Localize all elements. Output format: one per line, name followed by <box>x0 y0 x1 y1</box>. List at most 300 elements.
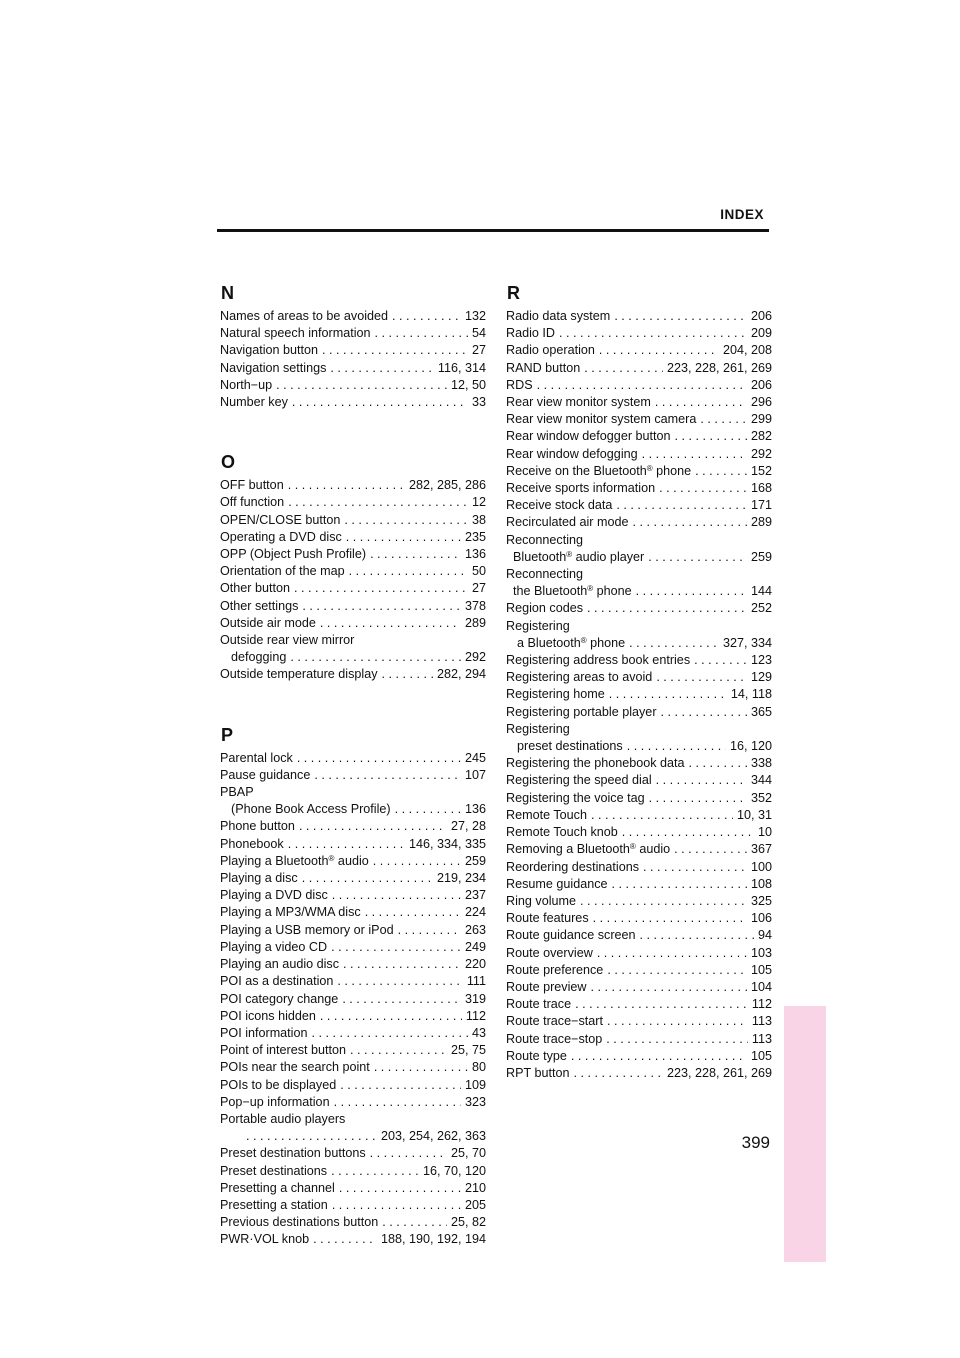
entry-pages: 10, 31 <box>736 807 772 822</box>
index-entry <box>220 615 486 632</box>
entry-term-text: the Bluetooth <box>513 584 588 599</box>
index-line <box>506 686 772 703</box>
index-entry <box>220 1145 486 1162</box>
entry-term <box>517 738 627 755</box>
index-line <box>506 859 772 876</box>
leader-dots <box>398 922 461 939</box>
leader-dots <box>606 1031 748 1048</box>
entry-pages: 54 <box>471 326 486 341</box>
entry-pages: 249 <box>464 939 486 954</box>
entry-term <box>220 1214 382 1231</box>
entry-term <box>506 721 574 738</box>
index-entry <box>220 394 486 411</box>
section-letter: R <box>507 283 520 303</box>
entry-term-text: Playing a Bluetooth <box>220 853 329 868</box>
index-line <box>506 480 772 497</box>
entry-pages: 108 <box>750 876 772 891</box>
index-entry <box>506 721 772 755</box>
entry-term <box>506 600 587 617</box>
entry-term-text: Route guidance screen <box>506 928 636 943</box>
index-entry <box>220 1077 486 1094</box>
entry-term <box>506 463 695 480</box>
entry-term <box>220 360 330 377</box>
entry-term <box>220 1145 370 1162</box>
entry-term <box>220 615 320 632</box>
entry-term <box>220 666 382 683</box>
entry-term <box>506 876 612 893</box>
entry-pages: 205 <box>464 1197 486 1212</box>
entry-term-text: POI category change <box>220 991 339 1006</box>
leader-dots <box>331 1163 419 1180</box>
index-line <box>506 790 772 807</box>
page-header-title: INDEX <box>720 207 764 222</box>
index-entry <box>220 818 486 835</box>
leader-dots <box>640 927 754 944</box>
index-entry <box>220 666 486 683</box>
index-entry <box>220 477 486 494</box>
page-number: 399 <box>741 1133 770 1152</box>
entry-term-text: Portable audio players <box>220 1111 346 1126</box>
entry-term-text: Outside air mode <box>220 615 316 630</box>
entry-pages: 12 <box>471 495 486 510</box>
index-line <box>220 1214 486 1231</box>
entry-pages: 136 <box>464 547 486 562</box>
index-line <box>506 824 772 841</box>
entry-term <box>220 784 258 801</box>
entry-term <box>506 360 584 377</box>
index-line <box>506 876 772 893</box>
entry-term-text: Playing a video CD <box>220 939 328 954</box>
entry-term <box>506 772 656 789</box>
index-entry <box>220 836 486 853</box>
leader-dots <box>288 477 405 494</box>
leader-dots <box>349 563 468 580</box>
entry-term <box>220 887 332 904</box>
index-entry <box>506 790 772 807</box>
leader-dots <box>373 853 461 870</box>
entry-term <box>506 377 537 394</box>
index-entry <box>220 973 486 990</box>
entry-term-text: Reconnecting <box>506 567 584 582</box>
leader-dots <box>633 514 747 531</box>
index-line <box>220 394 486 411</box>
entry-term-text: Other settings <box>220 598 299 613</box>
index-entry <box>506 325 772 342</box>
entry-term-text: Region codes <box>506 601 584 616</box>
entry-term <box>220 494 288 511</box>
index-line <box>506 360 772 377</box>
entry-term-text: Other button <box>220 581 291 596</box>
entry-pages: 144 <box>750 584 772 599</box>
entry-term <box>220 1094 334 1111</box>
leader-dots <box>375 325 468 342</box>
leader-dots <box>344 512 468 529</box>
entry-term <box>220 512 344 529</box>
entry-pages: 103 <box>750 945 772 960</box>
entry-pages: 80 <box>471 1060 486 1075</box>
entry-term-text: POI icons hidden <box>220 1008 316 1023</box>
entry-term-text: Playing an audio disc <box>220 957 340 972</box>
registered-mark: ® <box>629 842 636 852</box>
index-entry <box>506 704 772 721</box>
entry-term <box>506 652 694 669</box>
leader-dots <box>656 772 747 789</box>
index-line <box>220 1163 486 1180</box>
index-entry <box>220 1111 486 1145</box>
entry-pages: 259 <box>750 549 772 564</box>
entry-term-text: Registering the speed dial <box>506 773 652 788</box>
entry-term <box>506 566 587 583</box>
entry-pages: 105 <box>750 1048 772 1063</box>
entry-pages: 206 <box>750 377 772 392</box>
leader-dots <box>299 818 447 835</box>
entry-pages: 252 <box>750 601 772 616</box>
entry-term <box>220 477 288 494</box>
index-entry <box>506 807 772 824</box>
index-line <box>220 750 486 767</box>
index-entry <box>220 1008 486 1025</box>
leader-dots <box>332 887 461 904</box>
leader-dots <box>246 1128 377 1145</box>
entry-term <box>506 446 642 463</box>
entry-term-text: Reordering destinations <box>506 859 640 874</box>
entry-term-text: Registering the phonebook data <box>506 756 685 771</box>
index-line <box>506 463 772 480</box>
entry-term <box>231 801 395 818</box>
entry-term-text: Presetting a channel <box>220 1180 335 1195</box>
leader-dots <box>340 1077 461 1094</box>
leader-dots <box>616 497 747 514</box>
entry-term-text: Parental lock <box>220 750 293 765</box>
index-line <box>220 546 486 563</box>
entry-term-text: OFF button <box>220 478 284 493</box>
entry-term-text: Rear window defogger button <box>506 429 671 444</box>
entry-pages: 116, 314 <box>437 360 486 375</box>
leader-dots <box>695 463 747 480</box>
index-line <box>506 377 772 394</box>
entry-term <box>220 325 375 342</box>
entry-term <box>220 870 302 887</box>
entry-term <box>506 1048 571 1065</box>
entry-term-text: Receive on the Bluetooth <box>506 463 647 478</box>
entry-term <box>220 529 346 546</box>
index-section <box>220 282 486 411</box>
entry-term <box>220 904 365 921</box>
entry-term-text: Registering portable player <box>506 704 657 719</box>
entry-pages: 132 <box>464 309 486 323</box>
leader-dots <box>700 411 747 428</box>
entry-term-text: audio player <box>572 549 645 564</box>
leader-dots <box>537 377 747 394</box>
index-entry <box>220 904 486 921</box>
entry-term <box>506 824 622 841</box>
index-entry <box>506 532 772 566</box>
index-line <box>220 512 486 529</box>
index-line <box>220 529 486 546</box>
entry-pages: 237 <box>464 888 486 903</box>
index-entry <box>506 979 772 996</box>
entry-pages: 378 <box>464 598 486 613</box>
entry-term-text: Playing a USB memory or iPod <box>220 922 394 937</box>
registered-mark: ® <box>587 584 594 594</box>
index-entry <box>220 1094 486 1111</box>
entry-term-text: RDS <box>506 377 533 392</box>
index-entry <box>506 377 772 394</box>
registered-mark: ® <box>646 463 653 473</box>
leader-dots <box>320 615 461 632</box>
index-entry <box>506 342 772 359</box>
index-line <box>506 342 772 359</box>
index-line <box>220 784 486 801</box>
leader-dots <box>689 755 747 772</box>
index-line <box>220 973 486 990</box>
entry-term <box>220 1197 332 1214</box>
index-entry <box>506 566 772 600</box>
entry-pages: 136 <box>464 802 486 817</box>
entry-term <box>220 308 392 325</box>
leader-dots <box>276 377 447 394</box>
entry-term-text: audio <box>334 853 369 868</box>
entry-pages: 25, 70 <box>450 1146 486 1161</box>
index-line <box>506 652 772 669</box>
leader-dots <box>392 308 461 325</box>
entry-pages: 327, 334 <box>722 635 772 650</box>
leader-dots <box>597 945 747 962</box>
entry-term <box>506 790 649 807</box>
entry-term-text: (Phone Book Access Profile) <box>231 802 391 817</box>
entry-pages: 296 <box>750 395 772 410</box>
entry-pages: 282, 294 <box>436 667 486 682</box>
index-entry <box>220 991 486 1008</box>
entry-term-text: Radio operation <box>506 343 595 358</box>
entry-term <box>220 580 294 597</box>
entry-term-text: PBAP <box>220 785 254 800</box>
entry-term <box>220 377 276 394</box>
entry-term-text: Registering the voice tag <box>506 790 645 805</box>
index-entry <box>506 497 772 514</box>
index-entry <box>220 1197 486 1214</box>
leader-dots <box>294 580 468 597</box>
entry-pages: 113 <box>751 1014 772 1029</box>
index-entry <box>220 1059 486 1076</box>
entry-pages: 209 <box>750 326 772 341</box>
entry-term-text: Off function <box>220 495 285 510</box>
entry-term-text: Route features <box>506 911 589 926</box>
entry-term <box>506 996 575 1013</box>
entry-term <box>506 325 559 342</box>
entry-pages: 282 <box>750 429 772 444</box>
entry-term-text: Pop−up information <box>220 1094 330 1109</box>
entry-pages: 289 <box>750 515 772 530</box>
entry-term <box>220 1163 331 1180</box>
entry-pages: 188, 190, 192, 194 <box>380 1232 486 1247</box>
leader-dots <box>674 841 747 858</box>
entry-term-text: Playing a DVD disc <box>220 888 328 903</box>
entry-term <box>506 1013 607 1030</box>
leader-dots <box>292 394 468 411</box>
leader-dots <box>382 1214 447 1231</box>
entry-term-text: phone <box>652 463 692 478</box>
entry-pages: 106 <box>750 911 772 926</box>
entry-term <box>220 1059 374 1076</box>
entry-pages: 25, 75 <box>450 1043 486 1058</box>
index-entry <box>220 870 486 887</box>
entry-term-text: Radio data system <box>506 309 611 323</box>
entry-pages: 50 <box>471 564 486 579</box>
index-entry <box>506 1013 772 1030</box>
index-entry <box>506 669 772 686</box>
index-line <box>506 755 772 772</box>
index-line <box>506 669 772 686</box>
index-entry <box>506 755 772 772</box>
leader-dots <box>297 750 461 767</box>
entry-term-text: Registering home <box>506 687 605 702</box>
entry-term <box>506 979 591 996</box>
registered-mark: ® <box>580 635 587 645</box>
entry-term-text: POIs near the search point <box>220 1060 370 1075</box>
index-entry <box>506 962 772 979</box>
entry-term-text: phone <box>586 635 626 650</box>
entry-term <box>220 853 373 870</box>
index-entry <box>506 480 772 497</box>
entry-term-text: Pause guidance <box>220 767 311 782</box>
entry-pages: 10 <box>757 825 772 840</box>
index-entry <box>220 784 486 818</box>
leader-dots <box>643 859 747 876</box>
index-entry <box>220 563 486 580</box>
index-line <box>506 721 772 738</box>
index-line <box>506 308 772 325</box>
entry-term <box>506 308 614 325</box>
leader-dots <box>573 1065 662 1082</box>
leader-dots <box>580 893 747 910</box>
entry-term <box>220 1077 340 1094</box>
entry-term-text: RPT button <box>506 1065 570 1080</box>
index-entry <box>220 1180 486 1197</box>
section-letter: P <box>221 724 234 745</box>
entry-term <box>506 1065 573 1082</box>
entry-pages: 367 <box>750 842 772 857</box>
index-line <box>220 1111 486 1128</box>
entry-term-text: Reconnecting <box>506 532 584 547</box>
index-line <box>506 566 772 583</box>
entry-pages: 289 <box>464 615 486 630</box>
index-entry <box>506 686 772 703</box>
entry-term <box>220 1231 313 1248</box>
entry-term-text: Navigation button <box>220 343 319 358</box>
entry-term <box>220 836 288 853</box>
entry-pages: 43 <box>471 1025 486 1040</box>
entry-pages: 325 <box>750 893 772 908</box>
index-line <box>506 738 772 755</box>
index-entry <box>220 494 486 511</box>
index-column-left <box>220 282 486 1289</box>
index-entry <box>506 841 772 858</box>
leader-dots <box>331 939 461 956</box>
leader-dots <box>612 876 747 893</box>
entry-pages: 299 <box>750 412 772 427</box>
index-entry <box>220 853 486 870</box>
index-entry <box>506 618 772 652</box>
entry-term-text: Ring volume <box>506 893 576 908</box>
entry-pages: 27 <box>471 343 486 358</box>
index-entry <box>220 360 486 377</box>
index-line <box>220 377 486 394</box>
leader-dots <box>370 1145 447 1162</box>
entry-pages: 323 <box>464 1094 486 1109</box>
leader-dots <box>332 1197 461 1214</box>
index-entry <box>220 546 486 563</box>
index-line <box>506 1013 772 1030</box>
section-letter: O <box>221 452 236 473</box>
entry-pages: 27 <box>471 581 486 596</box>
index-entry <box>220 529 486 546</box>
index-line <box>220 1145 486 1162</box>
entry-term-text: Preset destination buttons <box>220 1146 366 1161</box>
index-entry <box>506 308 772 325</box>
entry-term <box>506 807 591 824</box>
entry-pages: 100 <box>750 859 772 874</box>
index-entry <box>220 598 486 615</box>
entry-term-text: Natural speech information <box>220 326 371 341</box>
index-line <box>220 308 486 325</box>
entry-term <box>506 532 587 549</box>
entry-term-text: North−up <box>220 377 273 392</box>
leader-dots <box>288 494 468 511</box>
entry-term-text: Number key <box>220 395 288 410</box>
index-line <box>220 1197 486 1214</box>
index-line <box>506 549 772 566</box>
entry-term-text: OPP (Object Push Profile) <box>220 547 367 562</box>
index-entry <box>220 1231 486 1248</box>
entry-pages: 112 <box>751 997 772 1012</box>
leader-dots <box>320 1008 462 1025</box>
index-line <box>506 1048 772 1065</box>
index-line <box>220 870 486 887</box>
index-entry <box>220 887 486 904</box>
entry-term-text: defogging <box>231 650 287 665</box>
index-line <box>506 772 772 789</box>
entry-term-text: Registering areas to avoid <box>506 670 653 685</box>
index-line <box>506 446 772 463</box>
leader-dots <box>343 956 461 973</box>
entry-term <box>220 1042 350 1059</box>
entry-pages: 206 <box>750 309 772 323</box>
entry-term <box>220 546 370 563</box>
leader-dots <box>607 962 747 979</box>
leader-dots <box>312 1025 468 1042</box>
entry-term <box>506 927 640 944</box>
entry-pages: 219, 234 <box>436 871 486 886</box>
leader-dots <box>382 666 433 683</box>
index-entry <box>506 945 772 962</box>
leader-dots <box>609 686 727 703</box>
entry-term <box>506 480 659 497</box>
entry-term <box>220 1180 339 1197</box>
leader-dots <box>599 342 719 359</box>
entry-term <box>506 411 700 428</box>
index-line <box>220 1025 486 1042</box>
entry-pages: 245 <box>464 750 486 765</box>
index-entry <box>506 893 772 910</box>
entry-pages: 203, 254, 262, 363 <box>380 1129 486 1144</box>
leader-dots <box>302 870 433 887</box>
entry-pages: 352 <box>750 790 772 805</box>
index-entry <box>506 876 772 893</box>
index-line <box>220 615 486 632</box>
index-line <box>220 360 486 377</box>
leader-dots <box>627 738 726 755</box>
